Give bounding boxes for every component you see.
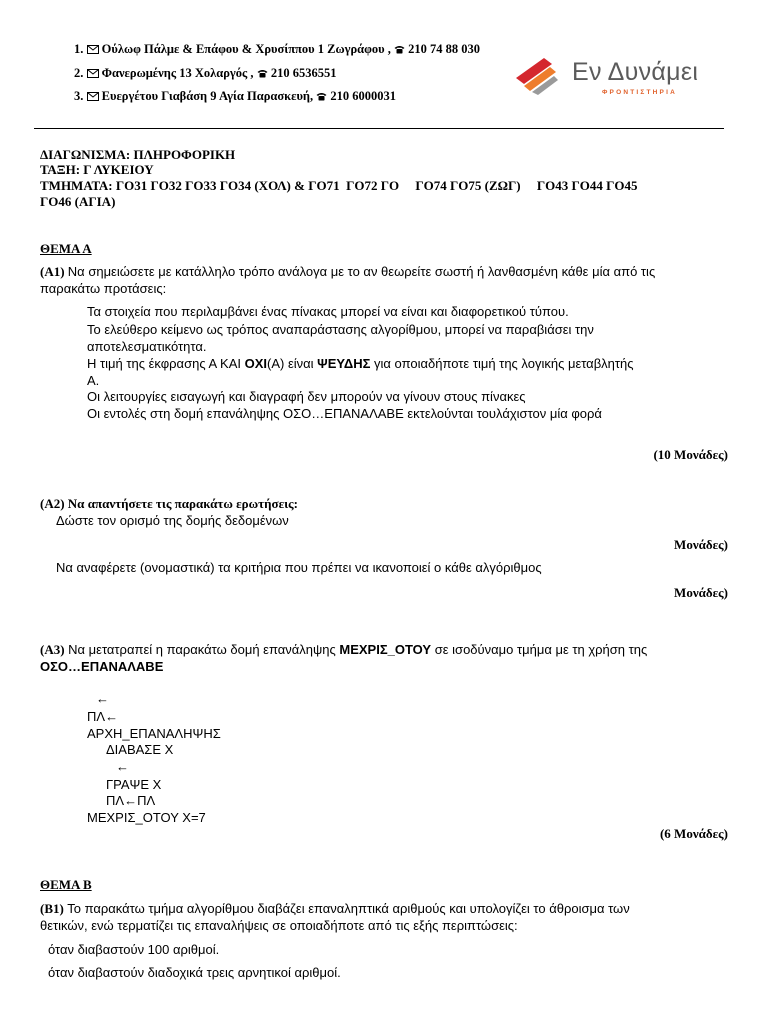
address-text: Ευεργέτου Γιαβάση 9 Αγία Παρασκευή,	[101, 89, 314, 103]
a1-marks: (10 Μονάδες)	[653, 447, 728, 462]
phone-number: 210 6536551	[270, 66, 337, 80]
phone-icon	[257, 66, 268, 81]
a1-text-cont: παρακάτω προτάσεις:	[40, 281, 167, 296]
envelope-icon	[87, 89, 99, 104]
address-text: Φανερωμένης 13 Χολαργός ,	[101, 66, 254, 80]
statement-1: Τα στοιχεία που περιλαμβάνει ένας πίνακας μπορεί να είναι και διαφορετικού τύπου.	[87, 304, 569, 319]
logo-name: Εν Δυνάμει	[572, 58, 699, 86]
code-line: ΓΡΑΨΕ Χ	[106, 777, 162, 792]
code-line: ΑΡΧΗ_ΕΠΑΝΑΛΗΨΗΣ	[87, 726, 221, 741]
address-line-1	[74, 42, 480, 57]
a2-q1-marks: Μονάδες)	[674, 537, 728, 552]
exam-sections: ΤΜΗΜΑΤΑ: ΓΟ31 ΓΟ32 ΓΟ33 ΓΟ34 (ΧΟΛ) & ΓΟ71 ΓΟ72 ΓΟ ΓΟ74 ΓΟ75 (ΖΩΓ) ΓΟ43 ΓΟ44 ΓΟ45	[40, 178, 638, 193]
a3-marks: (6 Μονάδες)	[659, 826, 728, 841]
address-number: 2.	[74, 66, 84, 80]
statement-4: Οι λειτουργίες εισαγωγή και διαγραφή δεν μπορούν να γίνουν στους πίνακες	[87, 389, 526, 404]
exam-class: ΤΑΞΗ: Γ ΛΥΚΕΙΟΥ	[40, 162, 154, 177]
statement-5: Οι εντολές στη δομή επανάληψης ΟΣΟ…ΕΠΑΝΑΛΑΒΕ εκτελούνται τουλάχιστον μία φορά	[87, 406, 602, 421]
b1-case-1: όταν διαβαστούν 100 αριθμοί.	[48, 942, 220, 957]
b1-instruction: (Β1) Το παρακάτω τμήμα αλγορίθμου διαβάζει επαναληπτικά αριθμούς και υπολογίζει το άθροισμα των	[40, 901, 630, 916]
a1-instruction	[40, 264, 655, 280]
phone-icon	[316, 89, 327, 104]
code-line: ΜΕΧΡΙΣ_ΟΤΟΥ Χ=7	[87, 810, 206, 825]
a3-instruction-cont: ΟΣΟ…ΕΠΑΝΑΛΑΒΕ	[40, 659, 164, 674]
a2-q2-marks: Μονάδες)	[674, 585, 728, 600]
a2-question-1: Δώστε τον ορισμό της δομής δεδομένων	[56, 513, 289, 528]
a2-question-2: Να αναφέρετε (ονομαστικά) τα κριτήρια που πρέπει να ικανοποιεί ο κάθε αλγόριθμος	[56, 560, 542, 575]
a3-instruction: (Α3) Να μετατραπεί η παρακάτω δομή επανάληψης ΜΕΧΡΙΣ_ΟΤΟΥ σε ισοδύναμο τμήμα με τη χρήση της	[40, 642, 648, 657]
a1-label: (Α1)	[40, 264, 65, 279]
b1-label: (Β1)	[40, 901, 64, 916]
phone-number: 210 74 88 030	[408, 42, 481, 56]
code-line: ΠΛ←ΠΛ	[106, 793, 156, 808]
a1-text: Να σημειώσετε με κατάλληλο τρόπο ανάλογα με το αν θεωρείτε σωστή ή λανθασμένη κάθε μία από τις	[67, 264, 656, 279]
b1-instruction-cont: θετικών, ενώ τερματίζει τις επαναλήψεις σε οποιαδήποτε από τις εξής περιπτώσεις:	[40, 918, 518, 933]
address-text: Ούλωφ Πάλμε & Επάφου & Χρυσίππου 1 Ζωγράφου ,	[101, 42, 391, 56]
a3-label: (Α3)	[40, 642, 65, 657]
a2-heading: (Α2) Να απαντήσετε τις παρακάτω ερωτήσεις:	[40, 496, 298, 511]
code-line: ←	[96, 691, 109, 706]
phone-icon	[394, 42, 405, 57]
theme-a-title: ΘΕΜΑ Α	[40, 241, 92, 256]
phone-number: 210 6000031	[330, 89, 397, 103]
statement-3: Η τιμή της έκφρασης Α ΚΑΙ ΟΧΙ(Α) είναι ΨΕΥΔΗΣ για οποιαδήποτε τιμή της λογικής μεταβλητής	[87, 356, 634, 371]
logo-subtitle: ΦΡΟΝΤΙΣΤΗΡΙΑ	[602, 89, 677, 96]
exam-sections-cont: ΓΟ46 (ΑΓΙΑ)	[40, 194, 116, 209]
statement-2-cont: αποτελεσματικότητα.	[87, 339, 207, 354]
address-number: 1.	[74, 42, 84, 56]
theme-b-title: ΘΕΜΑ Β	[40, 877, 92, 892]
statement-3-cont: Α.	[87, 373, 100, 388]
statement-2: Το ελεύθερο κείμενο ως τρόπος αναπαράστασης αλγορίθμου, μπορεί να παραβιάσει την	[87, 322, 594, 337]
address-number: 3.	[74, 89, 84, 103]
code-line: ←	[116, 759, 129, 774]
envelope-icon	[87, 66, 99, 81]
address-line-2	[74, 66, 336, 81]
b1-case-2: όταν διαβαστούν διαδοχικά τρεις αρνητικοί αριθμοί.	[48, 965, 341, 980]
logo-mark-icon	[510, 52, 570, 96]
exam-title: ΔΙΑΓΩΝΙΣΜΑ: ΠΛΗΡΟΦΟΡΙΚΗ	[40, 147, 236, 162]
envelope-icon	[87, 42, 99, 57]
logo	[510, 52, 720, 104]
address-line-3	[74, 89, 396, 104]
header-divider	[34, 128, 724, 129]
code-line: ΠΛ←	[87, 709, 119, 724]
code-line: ΔΙΑΒΑΣΕ Χ	[106, 742, 174, 757]
